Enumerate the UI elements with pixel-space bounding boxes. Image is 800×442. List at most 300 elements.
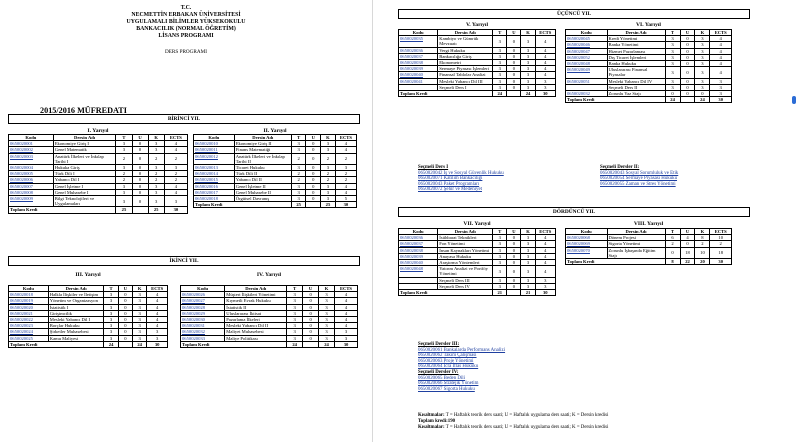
course-value: 3 [104, 335, 118, 341]
header-university: NECMETTİN ERBAKAN ÜNİVERSİTESİ [131, 12, 241, 18]
course-name: Seçmeli Ders I [438, 84, 493, 90]
course-value: 3 [521, 60, 535, 66]
course-value: 0 [680, 241, 695, 247]
total-row [566, 97, 732, 103]
column-header: ECTS [535, 229, 555, 235]
course-value: 3 [287, 335, 303, 341]
course-value: 3 [710, 91, 732, 97]
elective-item: 0650020061 Bankalarda Performans Analizi [418, 347, 506, 353]
course-value: 0 [306, 147, 321, 153]
course-value: 0 [695, 91, 710, 97]
course-name: Hukuka Giriş [53, 165, 116, 171]
course-code: 0650020052 [566, 54, 608, 60]
semester-table-7 [398, 228, 556, 296]
course-value: 2 [321, 171, 336, 177]
course-value: 3 [291, 141, 306, 147]
course-code: 0650020040 [399, 260, 438, 266]
course-code: 0650020038 [399, 247, 438, 253]
course-value: 0 [680, 48, 695, 54]
column-header: T [291, 135, 306, 141]
course-code: 0650020010 [194, 141, 235, 147]
course-code: 0650020001 [9, 141, 54, 147]
course-value: 3 [133, 304, 147, 310]
course-code: 0650020024 [9, 329, 49, 335]
total-value: 24 [521, 91, 535, 97]
column-header: ECTS [710, 30, 732, 36]
course-value: 3 [133, 335, 147, 341]
course-name: Maliyet Muhasebesi [225, 329, 287, 335]
course-value: 3 [104, 298, 118, 304]
course-value: 3 [321, 165, 336, 171]
elective-item: 0650020066 Stratejik Yönetim [418, 381, 479, 387]
course-value: 0 [507, 235, 521, 241]
course-value: 2 [321, 153, 336, 164]
course-value: 0 [118, 317, 132, 323]
course-value: 4 [710, 54, 732, 60]
course-name: Kamu Maliyesi [48, 335, 104, 341]
course-name: Dönem Projesi [607, 235, 665, 241]
course-value: 4 [147, 317, 168, 323]
course-value: 4 [535, 241, 555, 247]
column-header: Kodu [566, 30, 608, 36]
semester-table-1 [8, 134, 188, 214]
course-value: 3 [535, 283, 555, 289]
course-value: 2 [665, 241, 680, 247]
course-value: 3 [493, 283, 507, 289]
header-department: BANKACILIK (NORMAL ÖĞRETİM) [136, 26, 236, 32]
course-value: 2 [710, 241, 732, 247]
electives-y3-right [600, 165, 760, 187]
course-value: 0 [507, 253, 521, 259]
course-name: Müşteri İlişkileri Yönetimi [225, 292, 287, 298]
section-birinci-yil: BİRİNCİ YIL [8, 114, 360, 124]
course-value: 3 [291, 196, 306, 202]
course-code: 0650020008 [9, 189, 54, 195]
course-value: 4 [535, 235, 555, 241]
column-header: ECTS [147, 286, 168, 292]
course-value: 3 [164, 165, 187, 171]
elective-item: 0650020055 Zaman ve Stres Yönetimi [600, 181, 676, 187]
course-value: 3 [710, 78, 732, 84]
course-value: 3 [695, 48, 710, 54]
course-value: 3 [116, 165, 132, 171]
elective-item: 0650020062 Takım Çalışması [418, 353, 477, 359]
course-value: 3 [493, 60, 507, 66]
course-value: 3 [321, 189, 336, 195]
elective-item: 0650020063 Proje Yönetimi [418, 358, 474, 364]
total-label: Toplam Kredi [9, 341, 104, 347]
course-code: 0650020046 [566, 42, 608, 48]
course-value: 0 [680, 36, 695, 42]
course-name: Vergi Hukuku [438, 47, 493, 53]
course-value: 4 [335, 183, 356, 189]
course-value: 3 [695, 61, 710, 67]
electives-title-2: Seçmeli Dersler II: [600, 165, 640, 170]
course-value: 0 [306, 189, 321, 195]
course-value: 3 [521, 241, 535, 247]
course-value: 4 [147, 292, 168, 298]
table-row [399, 36, 556, 47]
course-value: 3 [535, 277, 555, 283]
course-value: 3 [334, 329, 357, 335]
course-value: 3 [116, 189, 132, 195]
scrollbar-indicator[interactable] [792, 96, 796, 104]
course-value: 0 [306, 171, 321, 177]
course-code: 0650020028 [181, 304, 225, 310]
course-code: 0650020030 [181, 317, 225, 323]
total-value: 30 [710, 259, 732, 265]
course-value: 3 [287, 323, 303, 329]
total-value [132, 207, 148, 213]
course-code: 0650020039 [399, 66, 438, 72]
course-code: 0650020031 [181, 323, 225, 329]
course-value: 2 [164, 171, 187, 177]
course-code: 0650020021 [9, 310, 49, 316]
course-name: Borçlar Hukuku [48, 323, 104, 329]
left-page [0, 0, 372, 442]
course-name: Genel Muhasebe I [53, 189, 116, 195]
course-value: 4 [147, 323, 168, 329]
course-value: 2 [335, 171, 356, 177]
course-value: 3 [319, 292, 335, 298]
course-value: 3 [133, 323, 147, 329]
course-value: 3 [493, 66, 507, 72]
course-code: 0650020007 [9, 183, 54, 189]
course-value: 0 [507, 260, 521, 266]
column-header: U [680, 30, 695, 36]
column-header: K [521, 30, 535, 36]
course-name: Girişimcilik [48, 310, 104, 316]
abbrev-label-2: Kısaltmalar: [418, 425, 445, 430]
course-name: Maliye Politikası [225, 335, 287, 341]
course-value: 3 [321, 183, 336, 189]
course-value: 3 [291, 189, 306, 195]
course-value: 3 [493, 266, 507, 277]
course-value: 0 [132, 153, 148, 164]
course-value: 3 [665, 84, 680, 90]
course-code: 0650020018 [194, 196, 235, 202]
course-name: Mesleki Yabancı Dil II [225, 323, 287, 329]
semester-table-2 [193, 134, 357, 208]
semester-table-6 [565, 29, 732, 103]
course-value: 3 [164, 196, 187, 207]
course-value: 3 [133, 317, 147, 323]
column-header: ECTS [164, 135, 187, 141]
total-value: 30 [535, 290, 555, 296]
course-value: 3 [319, 298, 335, 304]
total-row [566, 259, 732, 265]
column-header: T [493, 229, 507, 235]
course-code: 0650020025 [9, 335, 49, 341]
course-value: 2 [335, 153, 356, 164]
course-name: Anatürk İlkeleri ve İnkılap Tarihi I [53, 153, 116, 164]
total-value: 25 [321, 202, 336, 208]
course-value: 3 [147, 329, 168, 335]
course-code: 0650020013 [194, 165, 235, 171]
course-code: 0650020015 [194, 177, 235, 183]
section-ucuncu-yil: ÜÇÜNCÜ YIL [398, 9, 750, 19]
course-value: 3 [695, 42, 710, 48]
course-value: 3 [287, 317, 303, 323]
course-code: 0650020022 [9, 317, 49, 323]
course-code: 0650020011 [194, 147, 235, 153]
course-value: 3 [334, 335, 357, 341]
course-value: 0 [132, 183, 148, 189]
course-value: 0 [132, 171, 148, 177]
course-value: 3 [521, 253, 535, 259]
course-code: 0650020004 [9, 165, 54, 171]
total-value: 25 [148, 207, 164, 213]
course-value: 0 [303, 317, 319, 323]
abbrev-text-2: T = Haftalık teorik ders saati; U = Haftalık uygulama ders saati; K = Dersin kredisi [445, 425, 609, 430]
course-code: 0650020040 [399, 72, 438, 78]
course-name: Sigorta Yönetimi [607, 241, 665, 247]
right-page [378, 0, 790, 442]
course-value: 3 [535, 84, 555, 90]
course-name: Halkla İlişkiler ve İletişim [48, 292, 104, 298]
elective-item: 0650020042 İş ve Sosyal Güvenlik Hukuku [418, 170, 504, 176]
total-label: Toplam Kredi [194, 202, 292, 208]
course-name: Mesleki Yabancı Dil III [438, 78, 493, 84]
semester-title-6: VI. Yarıyıl [636, 22, 661, 28]
total-row [399, 290, 556, 296]
course-value: 4 [335, 147, 356, 153]
course-value: 3 [493, 53, 507, 59]
column-header: Kodu [566, 229, 608, 235]
course-name: Ekonometri [438, 60, 493, 66]
course-value: 3 [695, 36, 710, 42]
course-value: 3 [665, 78, 680, 84]
course-value: 3 [104, 323, 118, 329]
course-name: Fon Yönetimi [438, 241, 493, 247]
elective-item: 0650020064 İcra İflas Hukuku [418, 364, 479, 370]
course-name: Kıymetli Evrak Hukuku [225, 298, 287, 304]
electives-title-3: Seçmeli Dersler III: [418, 342, 460, 347]
course-value: 3 [116, 183, 132, 189]
course-name: Yönetim ve Organizasyon [48, 298, 104, 304]
column-header: K [133, 286, 147, 292]
course-value: 4 [147, 298, 168, 304]
course-name: Genel Muhasebe II [234, 189, 291, 195]
course-value: 4 [334, 298, 357, 304]
course-value: 0 [507, 266, 521, 277]
course-value: 0 [303, 323, 319, 329]
course-code: 0650020048 [399, 266, 438, 277]
course-name: Finans Matematiği [234, 147, 291, 153]
course-value: 3 [695, 54, 710, 60]
column-header: U [306, 135, 321, 141]
course-value: 3 [493, 72, 507, 78]
total-value: 25 [116, 207, 132, 213]
course-value: 4 [164, 141, 187, 147]
total-value: 30 [535, 91, 555, 97]
total-value: 25 [291, 202, 306, 208]
course-value: 4 [535, 47, 555, 53]
course-name: İstatistik I [48, 304, 104, 310]
course-value: 3 [104, 292, 118, 298]
course-value: 3 [321, 196, 336, 202]
course-value: 3 [665, 48, 680, 54]
table-row [399, 266, 556, 277]
course-name: İstihbarat Teknikleri [438, 235, 493, 241]
column-header: Kodu [399, 30, 438, 36]
total-value [680, 97, 695, 103]
table-row [9, 196, 188, 207]
column-header: U [680, 229, 695, 235]
course-value: 5 [335, 196, 356, 202]
column-header: Dersin Adı [48, 286, 104, 292]
course-value: 4 [147, 310, 168, 316]
course-value: 0 [306, 183, 321, 189]
course-value: 8 [695, 235, 710, 241]
total-value: 21 [493, 290, 507, 296]
section-dorduncu-yil: DÖRDÜNCÜ YIL [398, 207, 750, 217]
course-value: 3 [521, 36, 535, 47]
course-value: 0 [507, 78, 521, 84]
course-value: 0 [118, 335, 132, 341]
course-value: 4 [334, 323, 357, 329]
column-header: Kodu [9, 135, 54, 141]
course-value: 4 [710, 36, 732, 42]
course-name: Ekonomiye Giriş I [53, 141, 116, 147]
course-name: Seçmeli Ders II [607, 84, 665, 90]
course-value: 0 [306, 141, 321, 147]
course-value: 2 [321, 177, 336, 183]
semester-title-5: V. Yarıyıl [465, 22, 489, 28]
total-value: 30 [335, 202, 356, 208]
course-value: 3 [291, 165, 306, 171]
elective-item: 0650020067 Sigorta Hukuku [418, 386, 475, 392]
total-value: 20 [695, 259, 710, 265]
course-code: 0650020032 [181, 329, 225, 335]
course-value: 0 [507, 283, 521, 289]
course-code: 0650020035 [399, 36, 438, 47]
course-code: 0650020019 [9, 298, 49, 304]
total-value: 24 [287, 341, 303, 347]
semester-title-4: IV. Yarıyıl [256, 272, 282, 278]
course-value: 3 [665, 61, 680, 67]
course-value: 3 [493, 247, 507, 253]
course-value: 3 [521, 266, 535, 277]
course-value: 0 [306, 153, 321, 164]
course-value: 0 [118, 329, 132, 335]
course-value: 0 [507, 60, 521, 66]
course-value: 3 [493, 277, 507, 283]
course-value: 4 [147, 304, 168, 310]
course-value: 4 [710, 61, 732, 67]
total-row [9, 341, 168, 347]
course-value: 3 [665, 54, 680, 60]
course-value: 4 [535, 253, 555, 259]
course-value: 3 [521, 235, 535, 241]
course-value: 3 [521, 277, 535, 283]
total-value: 24 [493, 91, 507, 97]
course-value: 3 [319, 329, 335, 335]
course-value: 0 [303, 304, 319, 310]
course-value: 3 [104, 329, 118, 335]
course-code: 0650020033 [181, 335, 225, 341]
column-header: Kodu [194, 135, 235, 141]
course-value: 0 [680, 78, 695, 84]
course-value: 3 [695, 84, 710, 90]
course-name: Sermaye Piyasası İşlemleri [438, 66, 493, 72]
total-value: 24 [104, 341, 118, 347]
course-name: Uluslararası İktisat [225, 310, 287, 316]
course-value: 4 [535, 72, 555, 78]
course-name: Anatürk İlkeleri ve İnkılap Tarihi II [234, 153, 291, 164]
course-code: 0650020051 [566, 78, 608, 84]
table-row [566, 67, 732, 78]
course-value: 0 [680, 67, 695, 78]
course-value: 0 [303, 329, 319, 335]
course-value: 3 [493, 235, 507, 241]
section-ikinci-yil: İKİNCİ YIL [8, 256, 360, 266]
total-row [399, 91, 556, 97]
course-value: 3 [321, 141, 336, 147]
total-value [306, 202, 321, 208]
course-name: Genel Matematik [53, 147, 116, 153]
course-name: Bankacılığa Giriş [438, 53, 493, 59]
course-value: 3 [521, 53, 535, 59]
course-value: 3 [493, 84, 507, 90]
elective-item: 0650020043 Sosyal Sorumluluk ve Etik [600, 170, 679, 176]
course-value: 4 [535, 53, 555, 59]
column-header: K [521, 229, 535, 235]
course-name: Örgütsel Davranış [234, 196, 291, 202]
course-value: 3 [116, 147, 132, 153]
course-code: 0650020029 [181, 310, 225, 316]
course-value: 2 [695, 241, 710, 247]
course-value: 3 [521, 72, 535, 78]
course-value: 3 [319, 310, 335, 316]
course-name: Bilgi Teknolojileri ve Uygulamaları [53, 196, 116, 207]
column-header: U [118, 286, 132, 292]
course-value: 0 [118, 310, 132, 316]
course-name: Seçmeli Ders IV [438, 283, 493, 289]
total-value: 22 [680, 259, 695, 265]
course-value: 3 [493, 241, 507, 247]
column-header: Dersin Adı [53, 135, 116, 141]
column-header: Kodu [181, 286, 225, 292]
course-value: 0 [507, 277, 521, 283]
column-header: K [695, 30, 710, 36]
course-value: 2 [291, 177, 306, 183]
course-code: 0650020037 [399, 241, 438, 247]
course-value: 2 [116, 177, 132, 183]
course-value: 3 [521, 66, 535, 72]
course-code: 0650020045 [566, 36, 608, 42]
course-value: 3 [321, 147, 336, 153]
course-value: 4 [535, 247, 555, 253]
course-value: 4 [335, 189, 356, 195]
course-value: 4 [164, 189, 187, 195]
course-value: 0 [507, 36, 521, 47]
abbrev-text-1: T = Haftalık teorik ders saati; U = Haftalık uygulama ders saati; K = Dersin kredisi [445, 413, 609, 418]
course-value: 0 [118, 323, 132, 329]
column-header: T [104, 286, 118, 292]
total-value: 24 [133, 341, 147, 347]
course-value: 2 [116, 153, 132, 164]
course-name: Kredi Yönetimi [607, 36, 665, 42]
column-header: ECTS [335, 135, 356, 141]
total-label: Toplam Kredi [566, 259, 666, 265]
course-value: 3 [287, 292, 303, 298]
course-value: 3 [116, 196, 132, 207]
course-value: 4 [680, 235, 695, 241]
semester-title-7: VII. Yarıyıl [463, 221, 491, 227]
course-name: Hizmet Pazarlaması [607, 48, 665, 54]
course-code: 0650020005 [9, 171, 54, 177]
